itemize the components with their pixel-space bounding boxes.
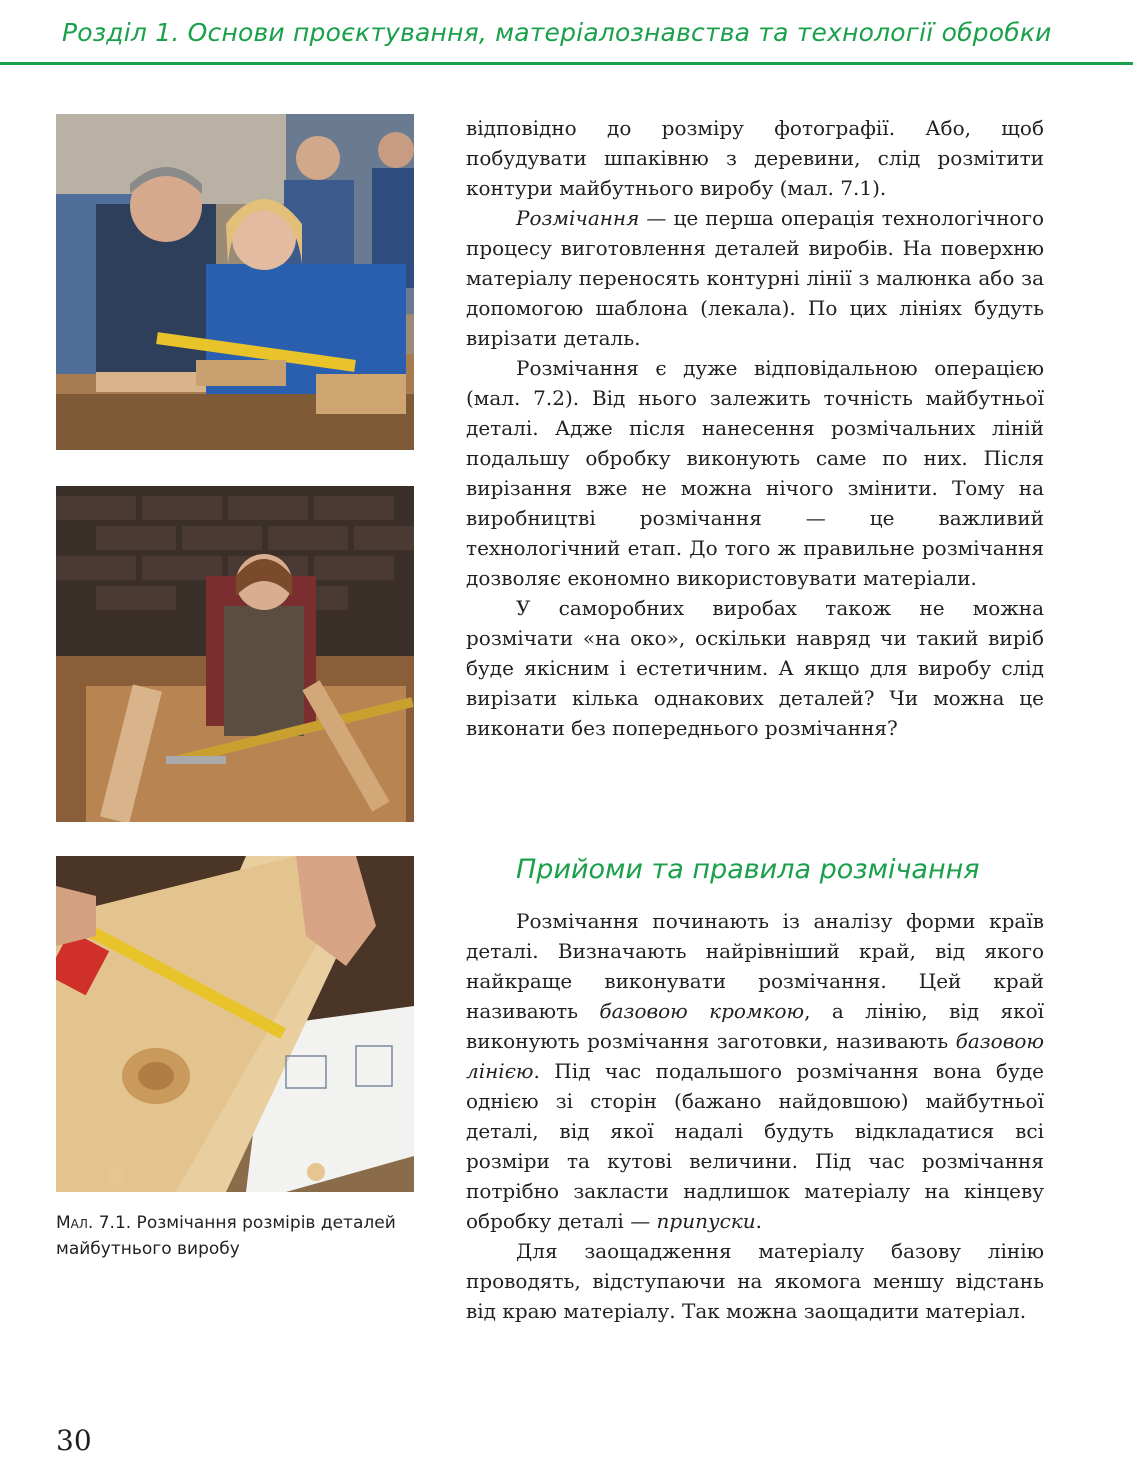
section-heading: Прийоми та правила розмічання (516, 854, 980, 885)
paragraph-6: Для заощадження матеріалу базову лінію проводять, відступаючи на якомога меншу відстань від краю матеріалу. Так можна заощадити матеріал. (466, 1239, 1044, 1323)
header-divider (0, 62, 1133, 65)
paragraph-1: відповідно до розміру фотографії. Або, щоб побудувати шпаківню з деревини, слід розмітити контури майбутнього виробу (мал. 7.1). (466, 116, 1044, 200)
figure-caption (56, 1210, 416, 1262)
figure-caption-text: 7.1. Розмічання розмірів деталей майбутнього виробу (56, 1213, 396, 1259)
paragraph-3: Розмічання є дуже відповідальною операцією (мал. 7.2). Від нього залежить точність майбутньої деталі. Адже після нанесення розмічальних ліній подальшу обробку виконують саме по них. Після вирізання вже не можна нічого змінити. Тому на виробництві розмічання — це важливий технологічний етап. До того ж правильне розмічання дозволяє економно використовувати матеріали. (466, 356, 1044, 590)
workshop-teacher-student-photo (56, 114, 414, 450)
term-allowances: припуски (656, 1209, 756, 1233)
paragraph-4: У саморобних виробах також не можна розмічати «на око», оскільки навряд чи такий виріб буде якісним і естетичним. А якщо для виробу слід вирізати кілька однакових деталей? Чи можна це виконати без попереднього розмічання? (466, 596, 1044, 740)
paragraph-2 (466, 203, 1044, 353)
paragraph-2-text: — це перша операція технологічного процесу виготовлення деталей виробів. На поверхню матеріалу переносять контурні лінії з малюнка або за допомогою шаблона (лекала). По цих лініях будуть вирізати деталь. (466, 206, 1044, 350)
paragraph-5 (466, 906, 1044, 1236)
carpenter-marking-board-photo (56, 486, 414, 822)
paragraph-5-text-b: , а лінію, від якої виконують розмічання заготовки, називають (466, 999, 1045, 1053)
term-base-line: базовою лінією (466, 1029, 1044, 1083)
paragraph-5-text-a: Розмічання починають із аналізу форми країв деталі. Визначають найрівніший край, від якого найкраще виконувати розмічання. Цей край називають (466, 909, 1044, 1023)
paragraph-5-text-d: . (755, 1209, 762, 1233)
term-base-edge: базовою кромкою (599, 999, 805, 1023)
paragraph-5-text-c: . Під час подальшого розмічання вона буде однією зі сторін (бажано найдовшою) майбутньої деталі, від якої надалі будуть відкладатися всі розміри та кутові величини. Під час розмічання потрібно закласти надлишок матеріалу на кінцеву обробку деталі — (466, 1059, 1044, 1233)
body-text-top (466, 113, 1044, 743)
figure-caption-label: Мал. (56, 1213, 94, 1233)
body-text-bottom (466, 906, 1044, 1326)
page-number: 30 (56, 1424, 92, 1457)
tape-measure-on-board-photo (56, 856, 414, 1192)
term-rozmichannia: Розмічання (516, 206, 640, 230)
chapter-header-title: Розділ 1. Основи проєктування, матеріалознавства та технології обробки (62, 18, 1052, 47)
